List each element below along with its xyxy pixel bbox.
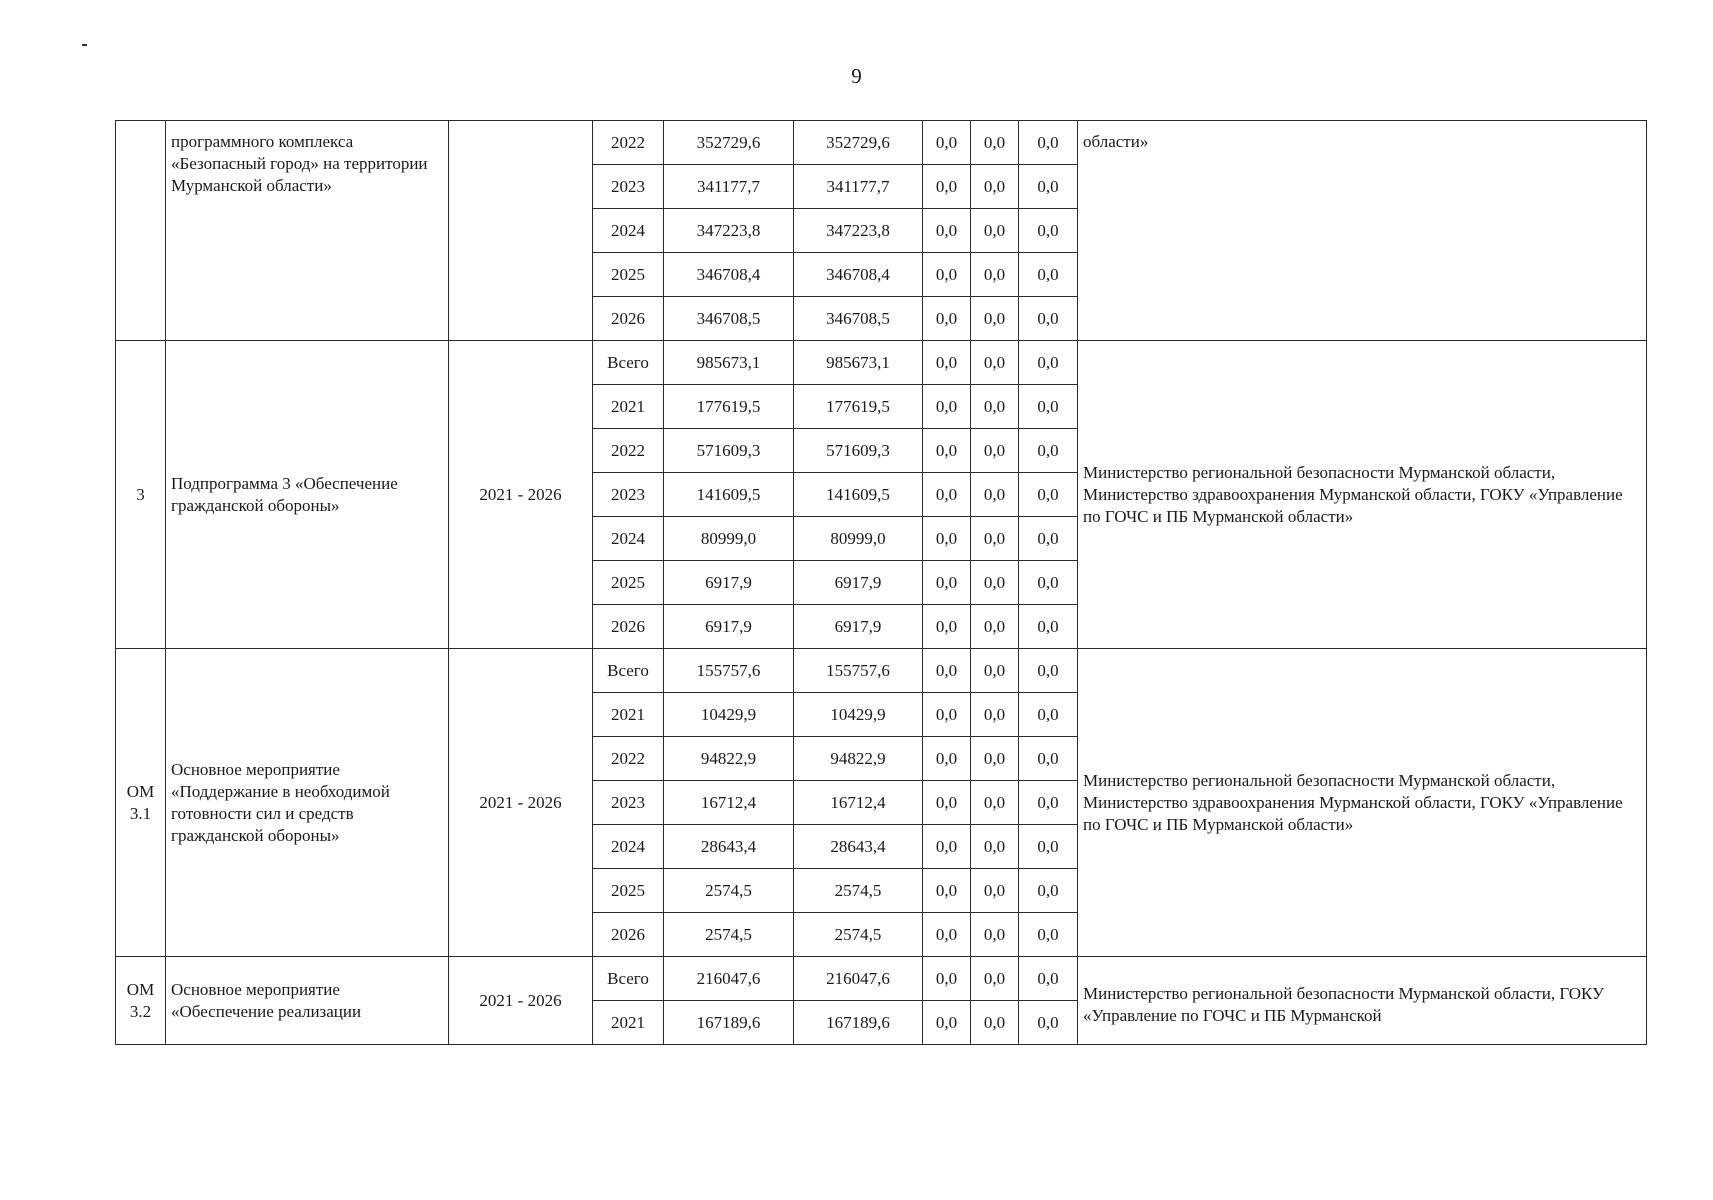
year-cell: 2024 bbox=[593, 825, 664, 869]
federal-budget-cell: 0,0 bbox=[923, 825, 971, 869]
federal-budget-cell: 0,0 bbox=[923, 957, 971, 1001]
section-title: Основное мероприятие «Обеспечение реализации bbox=[166, 957, 449, 1045]
regional-budget-cell: 141609,5 bbox=[794, 473, 923, 517]
total-cell: 216047,6 bbox=[664, 957, 794, 1001]
total-cell: 346708,4 bbox=[664, 253, 794, 297]
other-sources-cell: 0,0 bbox=[1019, 1001, 1078, 1045]
total-cell: 28643,4 bbox=[664, 825, 794, 869]
total-cell: 341177,7 bbox=[664, 165, 794, 209]
other-sources-cell: 0,0 bbox=[1019, 385, 1078, 429]
table-body bbox=[116, 121, 1647, 1045]
total-cell: 346708,5 bbox=[664, 297, 794, 341]
other-sources-cell: 0,0 bbox=[1019, 341, 1078, 385]
regional-budget-cell: 155757,6 bbox=[794, 649, 923, 693]
local-budget-cell: 0,0 bbox=[971, 429, 1019, 473]
year-cell: Всего bbox=[593, 957, 664, 1001]
table-row bbox=[116, 649, 1647, 693]
section-id: ОМ 3.2 bbox=[116, 957, 166, 1045]
federal-budget-cell: 0,0 bbox=[923, 517, 971, 561]
year-cell: 2026 bbox=[593, 297, 664, 341]
local-budget-cell: 0,0 bbox=[971, 605, 1019, 649]
local-budget-cell: 0,0 bbox=[971, 517, 1019, 561]
year-cell: Всего bbox=[593, 649, 664, 693]
federal-budget-cell: 0,0 bbox=[923, 781, 971, 825]
other-sources-cell: 0,0 bbox=[1019, 297, 1078, 341]
total-cell: 2574,5 bbox=[664, 869, 794, 913]
responsible-executor: области» bbox=[1078, 121, 1647, 341]
other-sources-cell: 0,0 bbox=[1019, 957, 1078, 1001]
section-period: 2021 - 2026 bbox=[449, 957, 593, 1045]
total-cell: 571609,3 bbox=[664, 429, 794, 473]
federal-budget-cell: 0,0 bbox=[923, 429, 971, 473]
section-period: 2021 - 2026 bbox=[449, 341, 593, 649]
responsible-executor: Министерство региональной безопасности Мурманской области, ГОКУ «Управление по ГОЧС и ПБ Мурманской bbox=[1078, 957, 1647, 1045]
table-row bbox=[116, 957, 1647, 1001]
budget-table bbox=[115, 120, 1647, 1045]
regional-budget-cell: 94822,9 bbox=[794, 737, 923, 781]
federal-budget-cell: 0,0 bbox=[923, 737, 971, 781]
local-budget-cell: 0,0 bbox=[971, 825, 1019, 869]
regional-budget-cell: 216047,6 bbox=[794, 957, 923, 1001]
year-cell: 2023 bbox=[593, 165, 664, 209]
regional-budget-cell: 80999,0 bbox=[794, 517, 923, 561]
federal-budget-cell: 0,0 bbox=[923, 561, 971, 605]
year-cell: 2023 bbox=[593, 473, 664, 517]
other-sources-cell: 0,0 bbox=[1019, 781, 1078, 825]
year-cell: 2022 bbox=[593, 737, 664, 781]
other-sources-cell: 0,0 bbox=[1019, 825, 1078, 869]
section-title: программного комплекса «Безопасный город» на территории Мурманской области» bbox=[166, 121, 449, 341]
other-sources-cell: 0,0 bbox=[1019, 121, 1078, 165]
regional-budget-cell: 2574,5 bbox=[794, 913, 923, 957]
local-budget-cell: 0,0 bbox=[971, 121, 1019, 165]
year-cell: 2022 bbox=[593, 429, 664, 473]
regional-budget-cell: 16712,4 bbox=[794, 781, 923, 825]
regional-budget-cell: 167189,6 bbox=[794, 1001, 923, 1045]
local-budget-cell: 0,0 bbox=[971, 913, 1019, 957]
regional-budget-cell: 2574,5 bbox=[794, 869, 923, 913]
regional-budget-cell: 352729,6 bbox=[794, 121, 923, 165]
local-budget-cell: 0,0 bbox=[971, 253, 1019, 297]
local-budget-cell: 0,0 bbox=[971, 693, 1019, 737]
local-budget-cell: 0,0 bbox=[971, 1001, 1019, 1045]
year-cell: 2021 bbox=[593, 385, 664, 429]
federal-budget-cell: 0,0 bbox=[923, 165, 971, 209]
table-row bbox=[116, 121, 1647, 165]
other-sources-cell: 0,0 bbox=[1019, 737, 1078, 781]
total-cell: 167189,6 bbox=[664, 1001, 794, 1045]
year-cell: 2022 bbox=[593, 121, 664, 165]
federal-budget-cell: 0,0 bbox=[923, 913, 971, 957]
scan-mark bbox=[82, 44, 87, 46]
other-sources-cell: 0,0 bbox=[1019, 209, 1078, 253]
federal-budget-cell: 0,0 bbox=[923, 209, 971, 253]
year-cell: 2026 bbox=[593, 913, 664, 957]
federal-budget-cell: 0,0 bbox=[923, 341, 971, 385]
regional-budget-cell: 177619,5 bbox=[794, 385, 923, 429]
year-cell: 2021 bbox=[593, 1001, 664, 1045]
total-cell: 155757,6 bbox=[664, 649, 794, 693]
other-sources-cell: 0,0 bbox=[1019, 429, 1078, 473]
regional-budget-cell: 347223,8 bbox=[794, 209, 923, 253]
other-sources-cell: 0,0 bbox=[1019, 517, 1078, 561]
other-sources-cell: 0,0 bbox=[1019, 649, 1078, 693]
regional-budget-cell: 6917,9 bbox=[794, 561, 923, 605]
year-cell: 2021 bbox=[593, 693, 664, 737]
total-cell: 6917,9 bbox=[664, 561, 794, 605]
local-budget-cell: 0,0 bbox=[971, 957, 1019, 1001]
total-cell: 80999,0 bbox=[664, 517, 794, 561]
responsible-executor: Министерство региональной безопасности Мурманской области, Министерство здравоохранения Мурманской области, ГОКУ «Управление по ГОЧС и ПБ Мурманской области» bbox=[1078, 649, 1647, 957]
other-sources-cell: 0,0 bbox=[1019, 561, 1078, 605]
regional-budget-cell: 341177,7 bbox=[794, 165, 923, 209]
other-sources-cell: 0,0 bbox=[1019, 869, 1078, 913]
year-cell: 2026 bbox=[593, 605, 664, 649]
regional-budget-cell: 346708,5 bbox=[794, 297, 923, 341]
total-cell: 352729,6 bbox=[664, 121, 794, 165]
federal-budget-cell: 0,0 bbox=[923, 649, 971, 693]
other-sources-cell: 0,0 bbox=[1019, 693, 1078, 737]
year-cell: 2025 bbox=[593, 561, 664, 605]
local-budget-cell: 0,0 bbox=[971, 473, 1019, 517]
year-cell: Всего bbox=[593, 341, 664, 385]
local-budget-cell: 0,0 bbox=[971, 781, 1019, 825]
federal-budget-cell: 0,0 bbox=[923, 1001, 971, 1045]
section-period bbox=[449, 121, 593, 341]
regional-budget-cell: 10429,9 bbox=[794, 693, 923, 737]
federal-budget-cell: 0,0 bbox=[923, 253, 971, 297]
other-sources-cell: 0,0 bbox=[1019, 913, 1078, 957]
total-cell: 94822,9 bbox=[664, 737, 794, 781]
table-row bbox=[116, 341, 1647, 385]
other-sources-cell: 0,0 bbox=[1019, 165, 1078, 209]
year-cell: 2024 bbox=[593, 209, 664, 253]
federal-budget-cell: 0,0 bbox=[923, 693, 971, 737]
year-cell: 2025 bbox=[593, 253, 664, 297]
local-budget-cell: 0,0 bbox=[971, 869, 1019, 913]
year-cell: 2023 bbox=[593, 781, 664, 825]
section-id: 3 bbox=[116, 341, 166, 649]
regional-budget-cell: 6917,9 bbox=[794, 605, 923, 649]
federal-budget-cell: 0,0 bbox=[923, 121, 971, 165]
section-title: Подпрограмма 3 «Обеспечение гражданской обороны» bbox=[166, 341, 449, 649]
total-cell: 2574,5 bbox=[664, 913, 794, 957]
other-sources-cell: 0,0 bbox=[1019, 605, 1078, 649]
regional-budget-cell: 985673,1 bbox=[794, 341, 923, 385]
other-sources-cell: 0,0 bbox=[1019, 253, 1078, 297]
section-title: Основное мероприятие «Поддержание в необходимой готовности сил и средств гражданской обороны» bbox=[166, 649, 449, 957]
regional-budget-cell: 28643,4 bbox=[794, 825, 923, 869]
federal-budget-cell: 0,0 bbox=[923, 605, 971, 649]
section-id bbox=[116, 121, 166, 341]
total-cell: 10429,9 bbox=[664, 693, 794, 737]
local-budget-cell: 0,0 bbox=[971, 737, 1019, 781]
regional-budget-cell: 346708,4 bbox=[794, 253, 923, 297]
federal-budget-cell: 0,0 bbox=[923, 473, 971, 517]
total-cell: 177619,5 bbox=[664, 385, 794, 429]
page-number: 9 bbox=[851, 64, 862, 88]
local-budget-cell: 0,0 bbox=[971, 561, 1019, 605]
local-budget-cell: 0,0 bbox=[971, 165, 1019, 209]
total-cell: 16712,4 bbox=[664, 781, 794, 825]
total-cell: 347223,8 bbox=[664, 209, 794, 253]
local-budget-cell: 0,0 bbox=[971, 385, 1019, 429]
total-cell: 6917,9 bbox=[664, 605, 794, 649]
federal-budget-cell: 0,0 bbox=[923, 385, 971, 429]
local-budget-cell: 0,0 bbox=[971, 209, 1019, 253]
total-cell: 985673,1 bbox=[664, 341, 794, 385]
section-id: ОМ 3.1 bbox=[116, 649, 166, 957]
other-sources-cell: 0,0 bbox=[1019, 473, 1078, 517]
local-budget-cell: 0,0 bbox=[971, 297, 1019, 341]
regional-budget-cell: 571609,3 bbox=[794, 429, 923, 473]
year-cell: 2025 bbox=[593, 869, 664, 913]
federal-budget-cell: 0,0 bbox=[923, 869, 971, 913]
responsible-executor: Министерство региональной безопасности Мурманской области, Министерство здравоохранения Мурманской области, ГОКУ «Управление по ГОЧС и ПБ Мурманской области» bbox=[1078, 341, 1647, 649]
section-period: 2021 - 2026 bbox=[449, 649, 593, 957]
total-cell: 141609,5 bbox=[664, 473, 794, 517]
local-budget-cell: 0,0 bbox=[971, 649, 1019, 693]
local-budget-cell: 0,0 bbox=[971, 341, 1019, 385]
federal-budget-cell: 0,0 bbox=[923, 297, 971, 341]
year-cell: 2024 bbox=[593, 517, 664, 561]
